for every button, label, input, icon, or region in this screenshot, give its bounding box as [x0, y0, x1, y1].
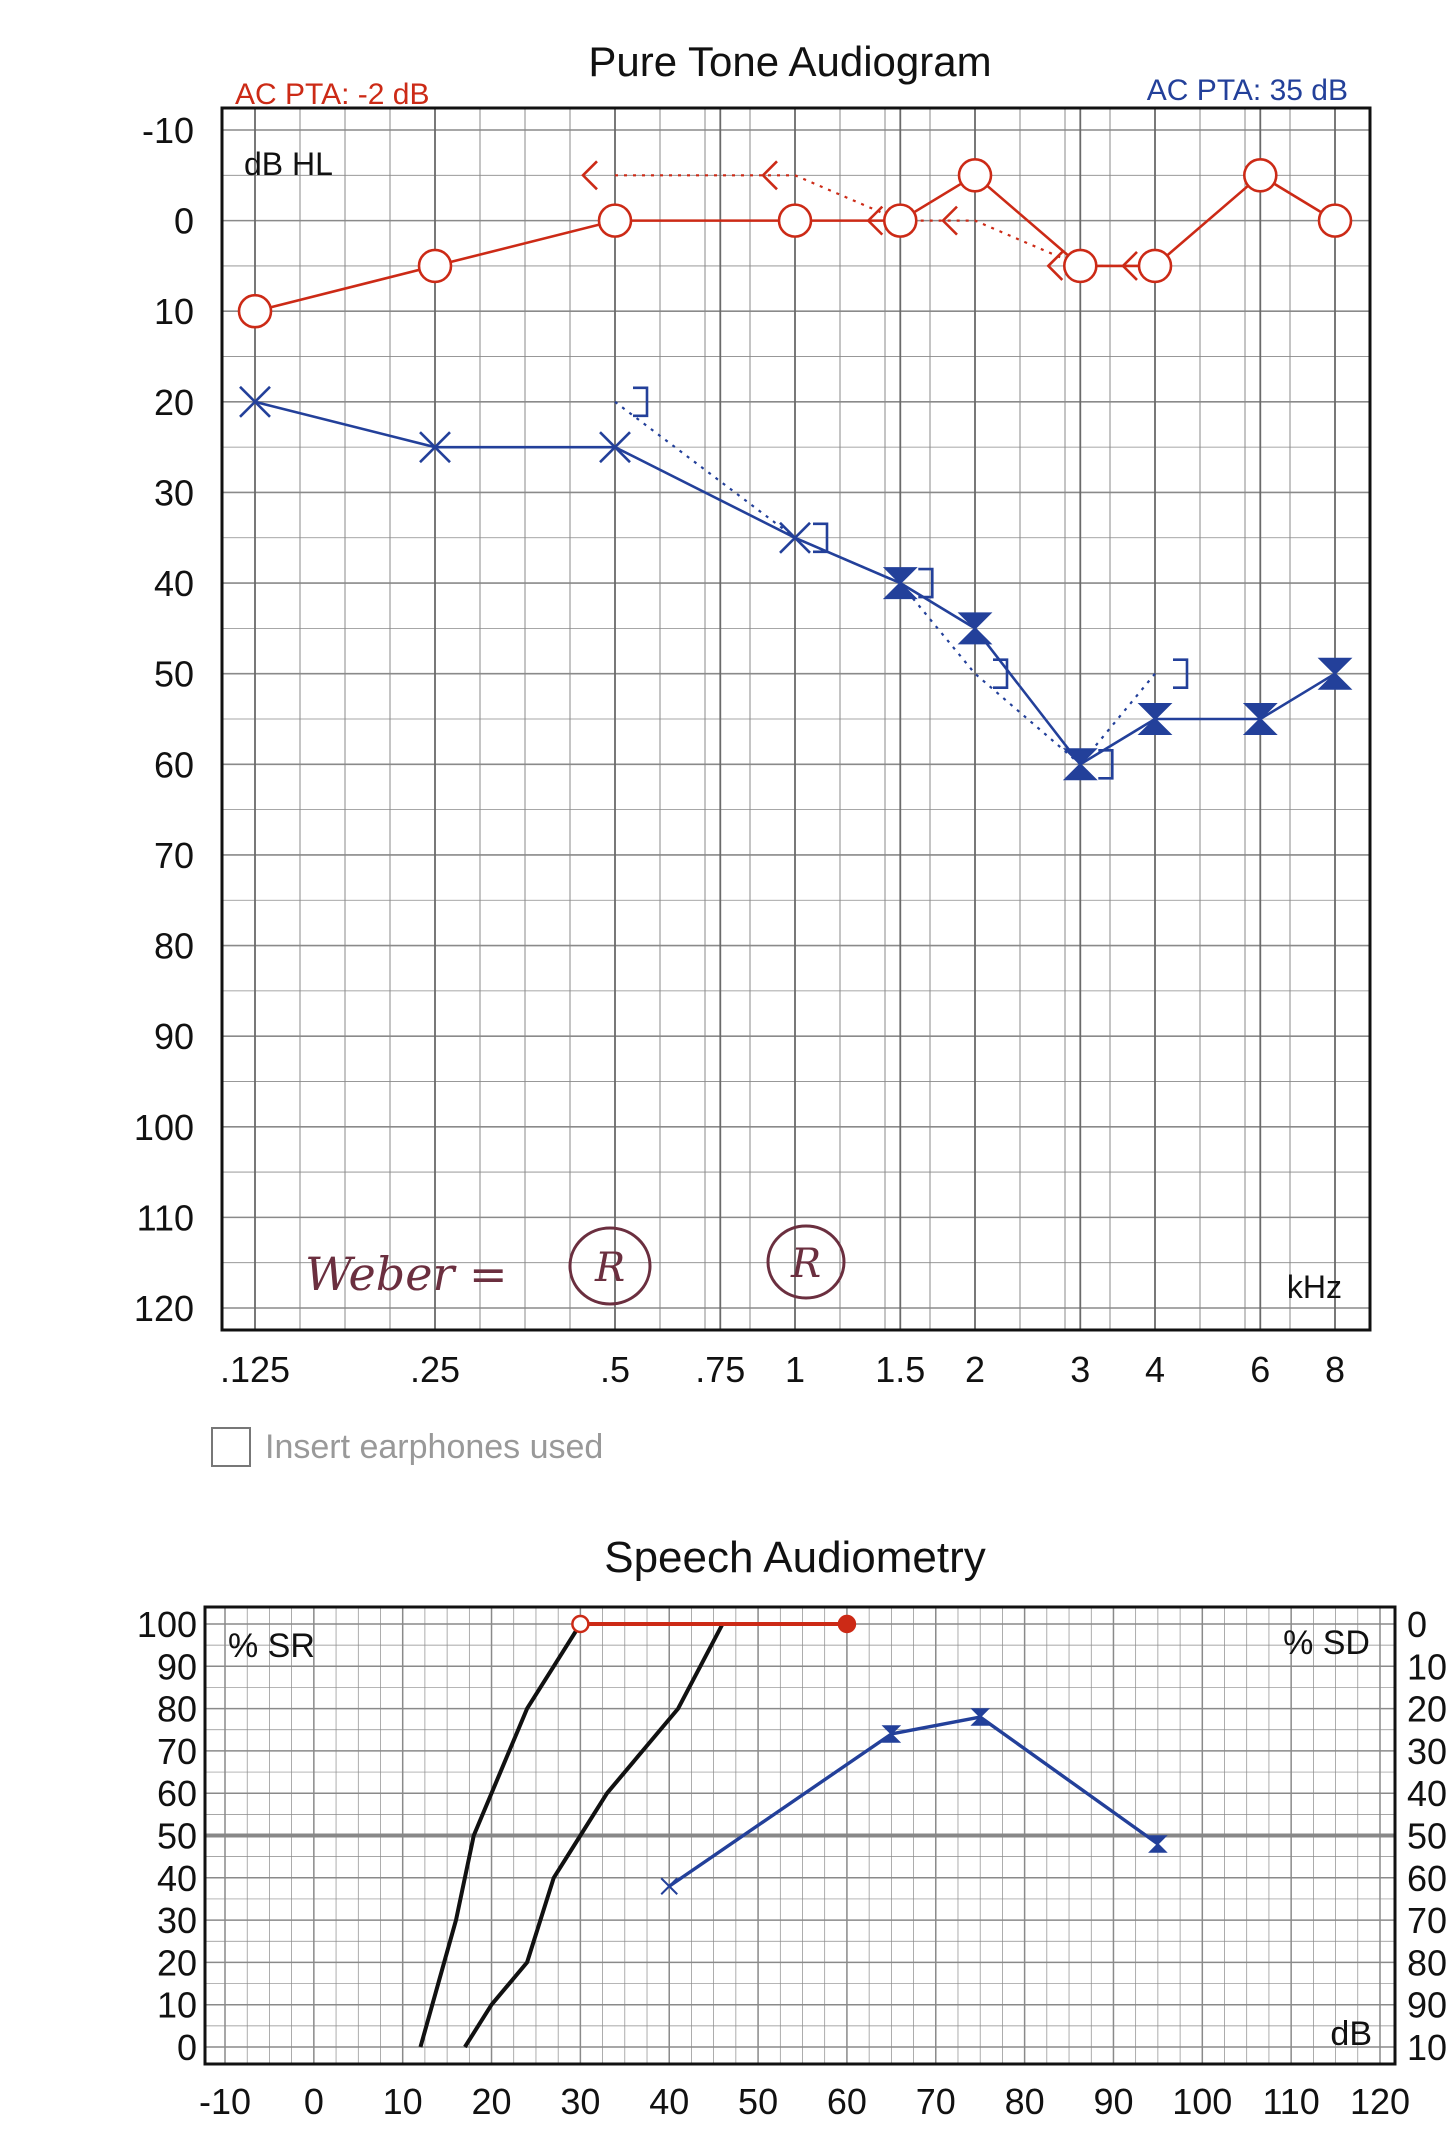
x-tick-label: 6 [1250, 1349, 1271, 1390]
x-tick-label: 1 [784, 1349, 806, 1390]
left-ear-pta: AC PTA: 35 dB [1146, 74, 1348, 107]
speech-title: Speech Audiometry [604, 1533, 986, 1582]
right-speech-point [572, 1616, 588, 1632]
y-tick-label-left: 90 [156, 1646, 197, 1688]
y-tick-label-left: 0 [176, 2027, 197, 2068]
y-tick-label-right: 70 [1407, 1900, 1448, 1942]
y-tick-label: 20 [153, 381, 194, 423]
weber-text: Weber = [305, 1247, 508, 1301]
y-tick-label-left: 100 [136, 1604, 197, 1645]
y-tick-label-right: 20 [1407, 1688, 1448, 1730]
y-tick-label-right: 0 [1407, 1604, 1428, 1645]
y-tick-label: 10 [153, 291, 194, 333]
y-tick-label-right: 90 [1407, 1984, 1448, 2026]
right-air-point [779, 205, 811, 237]
right-air-point [1319, 205, 1351, 237]
x-tick-label: 80 [1004, 2081, 1045, 2122]
x-tick-label: 70 [915, 2081, 956, 2122]
x-tick-label: 1.5 [875, 1349, 926, 1390]
y-tick-label-right: 10 [1407, 2027, 1448, 2068]
x-tick-label: .125 [219, 1349, 291, 1390]
speech-y-ticks-left [137, 1604, 197, 2068]
x-tick-label: 120 [1349, 2081, 1411, 2122]
right-air-point [1244, 159, 1276, 191]
insert-earphones-label: Insert earphones used [265, 1428, 604, 1466]
y-tick-label-left: 40 [156, 1857, 197, 1899]
audiogram-x-ticks [220, 1349, 1345, 1390]
x-tick-label: 4 [1144, 1349, 1166, 1390]
y-tick-label: -10 [141, 110, 194, 151]
x-tick-label: 3 [1070, 1349, 1091, 1390]
insert-earphones-checkbox[interactable] [212, 1428, 250, 1466]
audiogram-ylabel: dB HL [244, 146, 333, 182]
y-tick-label-left: 60 [156, 1773, 197, 1815]
y-tick-label-left: 30 [156, 1900, 197, 1942]
weber-annotation [305, 1226, 844, 1304]
y-tick-label: 60 [153, 744, 194, 786]
y-tick-label-left: 20 [156, 1942, 197, 1984]
y-tick-label-right: 80 [1407, 1942, 1448, 1984]
y-tick-label-right: 60 [1407, 1857, 1448, 1899]
speech-x-ticks [199, 2081, 1410, 2122]
y-tick-label: 80 [153, 925, 194, 967]
speech-series [420, 1616, 1165, 2047]
y-tick-label: 110 [136, 1197, 194, 1239]
x-tick-label: 8 [1324, 1349, 1346, 1390]
right-ear-pta: AC PTA: -2 dB [235, 78, 430, 111]
audiogram-xlabel: kHz [1286, 1269, 1342, 1305]
right-air-point [599, 205, 631, 237]
x-tick-label: 20 [471, 2081, 512, 2122]
right-air-point [884, 205, 916, 237]
y-tick-label: 90 [153, 1016, 194, 1058]
x-tick-label: 40 [649, 2081, 690, 2122]
y-tick-label-left: 70 [156, 1730, 197, 1772]
right-air-point [239, 295, 271, 327]
x-tick-label: .25 [409, 1349, 461, 1390]
y-tick-label: 50 [153, 653, 194, 695]
speech-ylabel-left: % SR [228, 1627, 315, 1665]
y-tick-label-left: 10 [156, 1984, 197, 2026]
audiogram-title: Pure Tone Audiogram [588, 38, 992, 85]
y-tick-label: 70 [153, 834, 194, 876]
weber-circle-2-label: R [790, 1241, 822, 1287]
right-speech-point [839, 1616, 855, 1632]
y-tick-label: 30 [153, 472, 194, 514]
left-speech-point [1150, 1836, 1166, 1852]
x-tick-label: 50 [738, 2081, 779, 2122]
x-tick-label: 2 [964, 1349, 986, 1390]
y-tick-label-right: 40 [1407, 1773, 1448, 1815]
x-tick-label: 100 [1172, 2081, 1233, 2122]
y-tick-label: 40 [153, 563, 194, 605]
right-air-point [959, 159, 991, 191]
x-tick-label: .5 [599, 1349, 631, 1390]
x-tick-label: 90 [1093, 2081, 1134, 2122]
speech-xlabel: dB [1330, 2015, 1372, 2053]
x-tick-label: 0 [303, 2081, 324, 2122]
x-tick-label: 60 [826, 2081, 867, 2122]
speech-ylabel-right: % SD [1283, 1624, 1370, 1662]
y-tick-label-right: 50 [1407, 1815, 1448, 1857]
y-tick-label: 0 [173, 200, 194, 242]
y-tick-label-left: 50 [156, 1815, 197, 1857]
x-tick-label: .75 [695, 1349, 746, 1390]
right-air-point [1139, 250, 1171, 282]
audiogram-y-ticks [134, 110, 194, 1329]
x-tick-label: 110 [1262, 2081, 1320, 2122]
y-tick-label-left: 80 [156, 1688, 197, 1730]
right-air-point [1064, 250, 1096, 282]
y-tick-label-right: 30 [1407, 1730, 1448, 1772]
y-tick-label: 100 [133, 1106, 194, 1148]
x-tick-label: 10 [382, 2081, 423, 2122]
weber-circle-1-label: R [594, 1245, 626, 1291]
speech-grid [205, 1607, 1395, 2064]
y-tick-label: 120 [133, 1288, 194, 1329]
y-tick-label-right: 10 [1407, 1646, 1448, 1688]
right-air-point [419, 250, 451, 282]
speech-y-ticks-right [1407, 1604, 1447, 2068]
x-tick-label: 30 [560, 2081, 601, 2122]
x-tick-label: -10 [198, 2081, 252, 2122]
